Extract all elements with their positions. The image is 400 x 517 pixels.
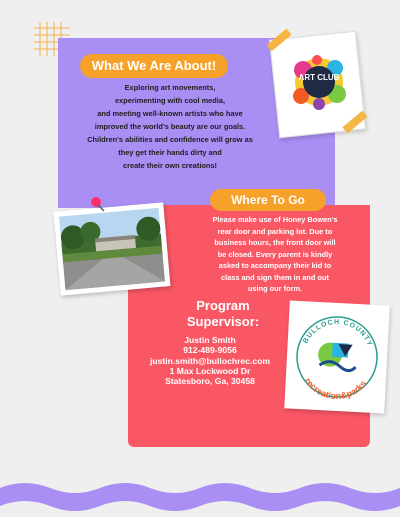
supervisor-title [168, 298, 278, 330]
about-line: they get their hands dirty and [118, 148, 222, 157]
where-description [190, 214, 360, 295]
address-line: Statesboro, Ga, 30458 [165, 376, 255, 387]
where-line: Please make use of Honey Bowen's [212, 215, 338, 224]
rec-parks-logo [288, 308, 387, 407]
bottom-wave-decoration [0, 478, 400, 517]
where-line: using our form. [247, 284, 303, 293]
where-line: be closed. Every parent is kindly [217, 249, 333, 259]
about-line: Exploring art movements, [124, 83, 216, 92]
supervisor-title-line: Supervisor: [186, 314, 260, 329]
supervisor-title-line: Program [196, 298, 250, 313]
about-line: improved the world's beauty are our goals. [94, 122, 246, 131]
supervisor-contact [135, 335, 285, 386]
supervisor-phone: 912-489-9056 [183, 345, 237, 356]
where-line: asked to accompany their kid to [218, 261, 332, 270]
about-heading: What We Are About! [80, 54, 228, 78]
art-club-logo-text: ART CLUB [298, 73, 340, 82]
address-line: 1 Max Lockwood Dr [169, 365, 251, 376]
art-club-logo [287, 50, 351, 114]
push-pin-icon [90, 196, 106, 212]
where-heading: Where To Go [210, 189, 326, 211]
about-description [60, 81, 280, 172]
about-line: Children's abilities and confidence will grow as [87, 135, 253, 144]
about-line: and meeting well-known artists who have [97, 109, 243, 118]
about-line: create their own creations! [122, 161, 218, 170]
where-line: class and sign them in and out [220, 272, 329, 282]
where-line: rear door and parking lot. Due to [217, 226, 333, 236]
where-line: business hours, the front door will [214, 238, 336, 247]
rec-parks-logo-card [284, 300, 390, 413]
building-photo-image [59, 208, 165, 290]
rec-logo-top-text: BULLOCH COUNTY [302, 318, 374, 348]
about-line: experimenting with cool media, [114, 96, 226, 105]
building-photo [54, 202, 171, 295]
rec-logo-bottom-text: recreation&parks [302, 375, 369, 402]
supervisor-email: justin.smith@bullochrec.com [149, 355, 271, 366]
supervisor-name: Justin Smith [184, 335, 236, 345]
